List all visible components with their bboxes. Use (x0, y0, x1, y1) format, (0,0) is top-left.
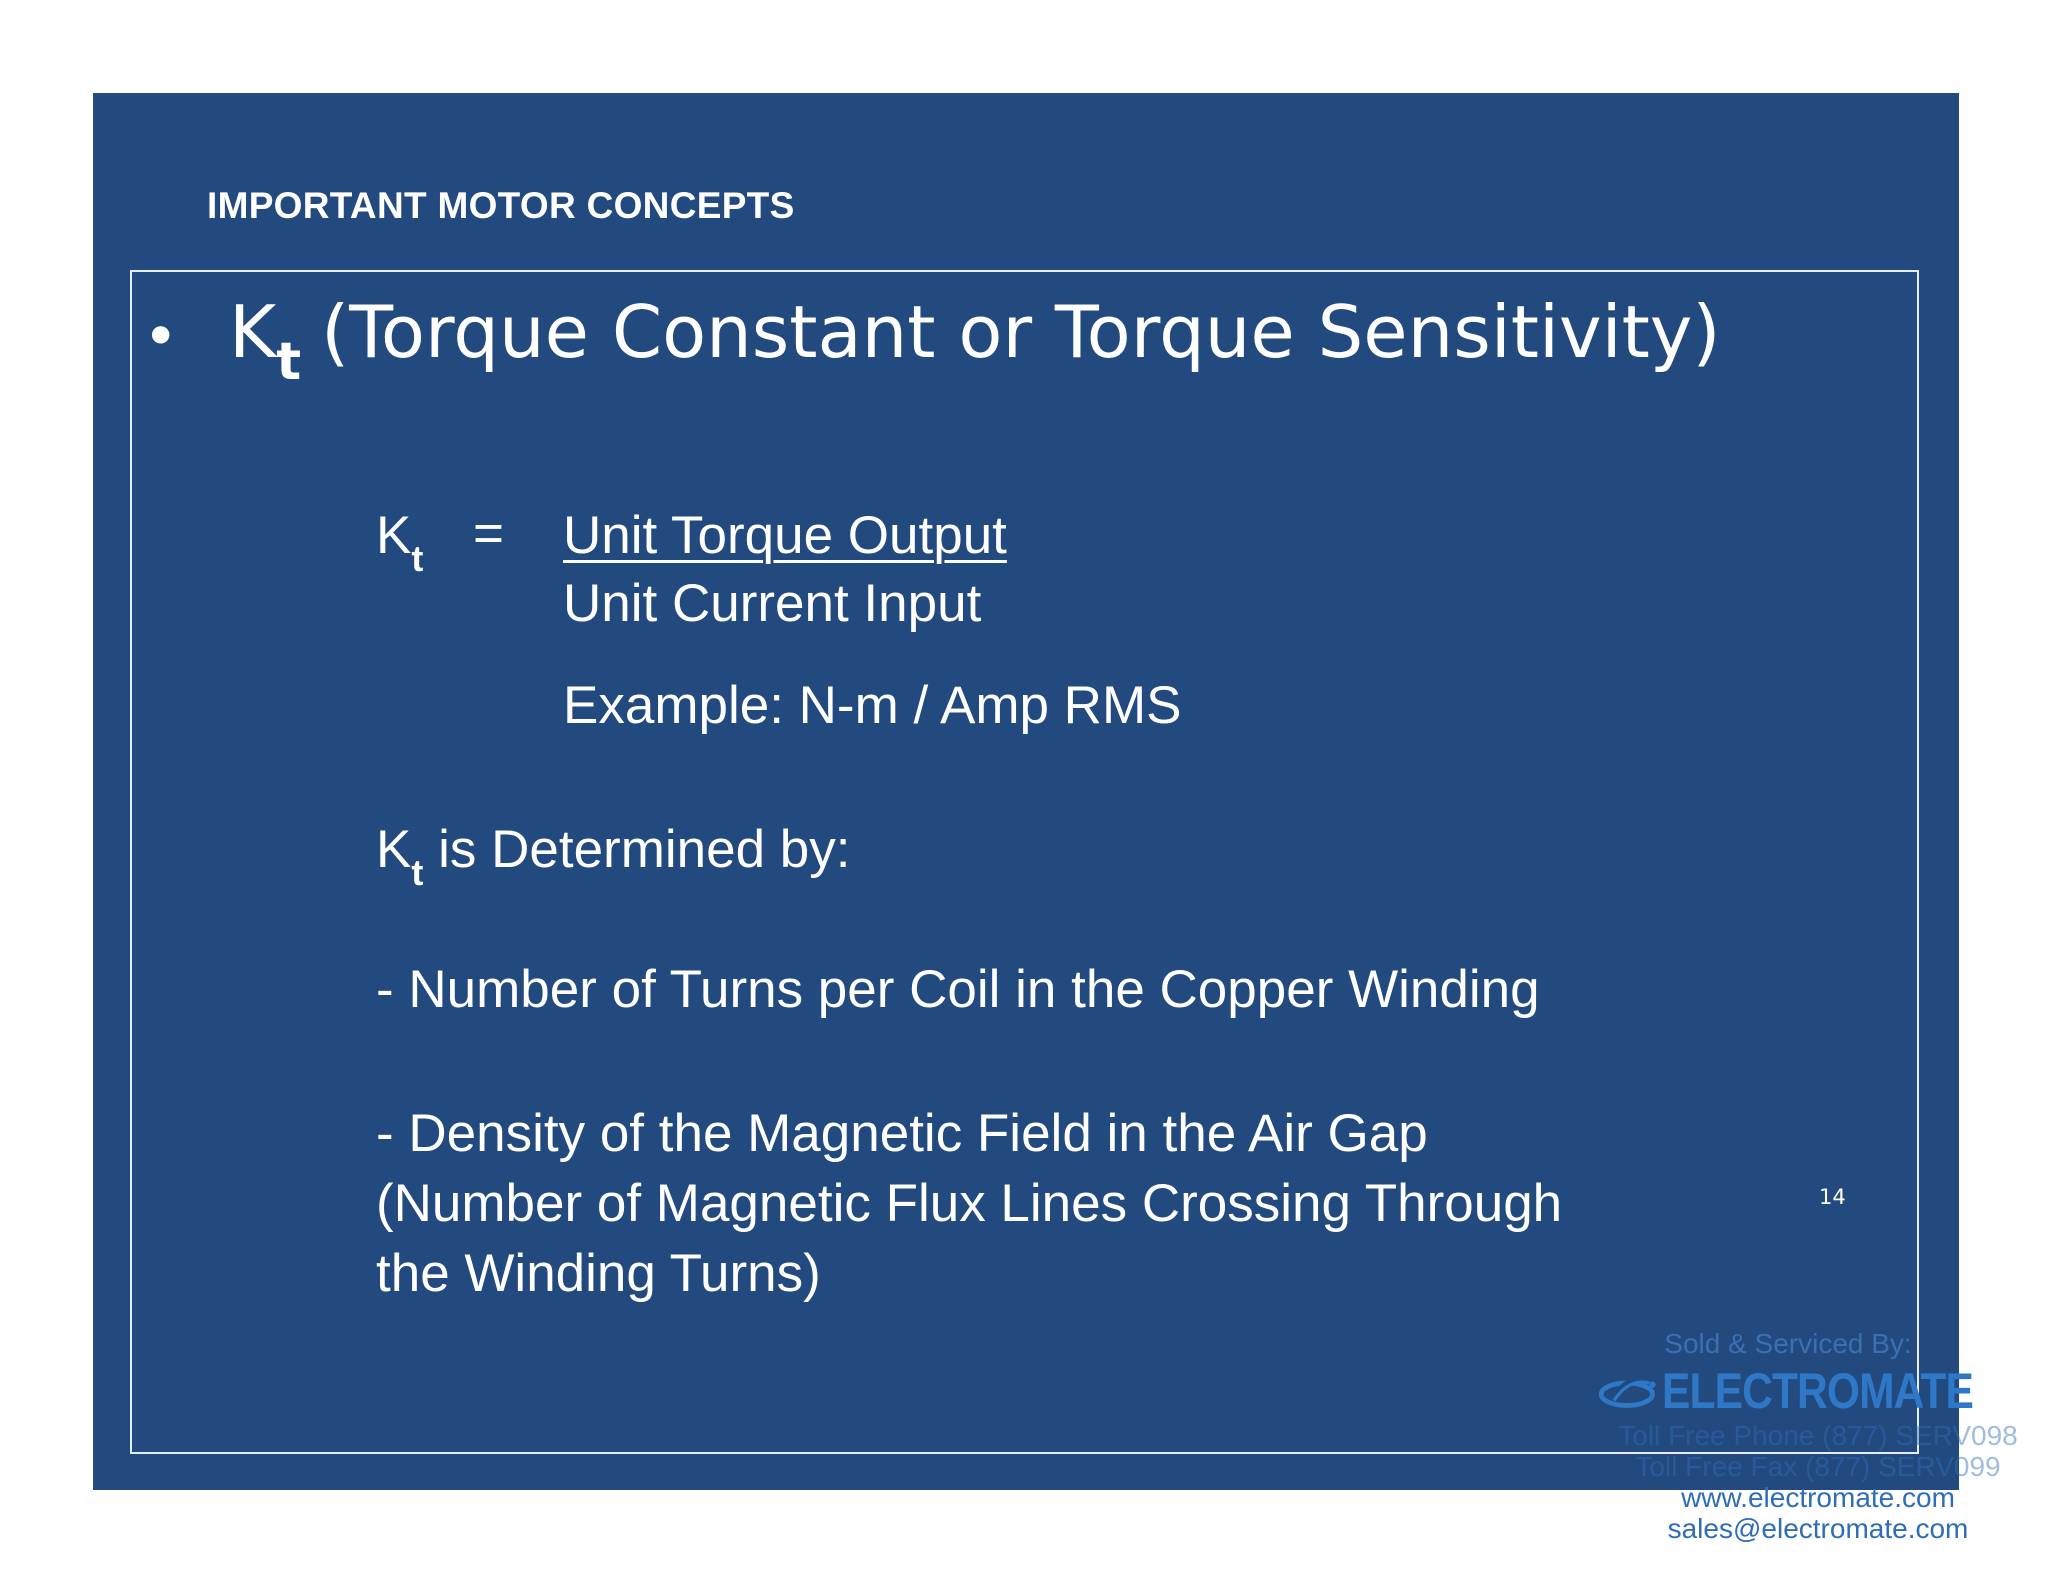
determined-sub: t (411, 852, 424, 893)
brand-name: ELECTROMATE (1662, 1363, 1974, 1419)
formula-equals: = (473, 504, 504, 563)
determined-heading (376, 819, 851, 893)
sponsor-phone: Toll Free Phone (877) SERV098 (1618, 1420, 2018, 1451)
formula-lhs-k: K (376, 506, 412, 565)
kt-subscript: t (276, 332, 302, 392)
bullet-text: (Torque Constant or Torque Sensitivity) (321, 290, 1721, 374)
sponsor-fax: Toll Free Fax (877) SERV099 (1635, 1451, 2001, 1482)
formula-numerator: Unit Torque Output (563, 506, 1007, 565)
bullet-icon: • (143, 302, 179, 372)
formula-lhs (376, 505, 424, 579)
formula-lhs-sub: t (411, 538, 424, 579)
slide (93, 93, 1959, 1490)
sponsor-email[interactable]: sales@electromate.com (1667, 1513, 1969, 1544)
determined-text: is Determined by: (438, 820, 851, 879)
sold-by-label: Sold & Serviced By: (1664, 1328, 1912, 1359)
page-number: 14 (1819, 1185, 1846, 1209)
slide-header: IMPORTANT MOTOR CONCEPTS (207, 185, 795, 226)
sponsor-website[interactable]: www.electromate.com (1681, 1482, 1955, 1513)
sponsor-watermark (1608, 1328, 2028, 1544)
factor-item-turns: - Number of Turns per Coil in the Copper Winding (376, 960, 1540, 1019)
formula-example: Example: N-m / Amp RMS (563, 676, 1182, 735)
kt-symbol: K (229, 290, 277, 374)
factor-density-line2: (Number of Magnetic Flux Lines Crossing Through (376, 1174, 1563, 1233)
formula-denominator: Unit Current Input (563, 574, 982, 633)
factor-item-density (376, 1099, 1562, 1309)
bullet-title (143, 290, 1721, 392)
determined-k: K (376, 820, 412, 879)
factor-density-line3: the Winding Turns) (376, 1244, 821, 1303)
factor-density-line1: - Density of the Magnetic Field in the Air Gap (376, 1104, 1428, 1163)
electromate-logo-icon (1598, 1367, 1662, 1415)
brand-row (1598, 1362, 2028, 1420)
